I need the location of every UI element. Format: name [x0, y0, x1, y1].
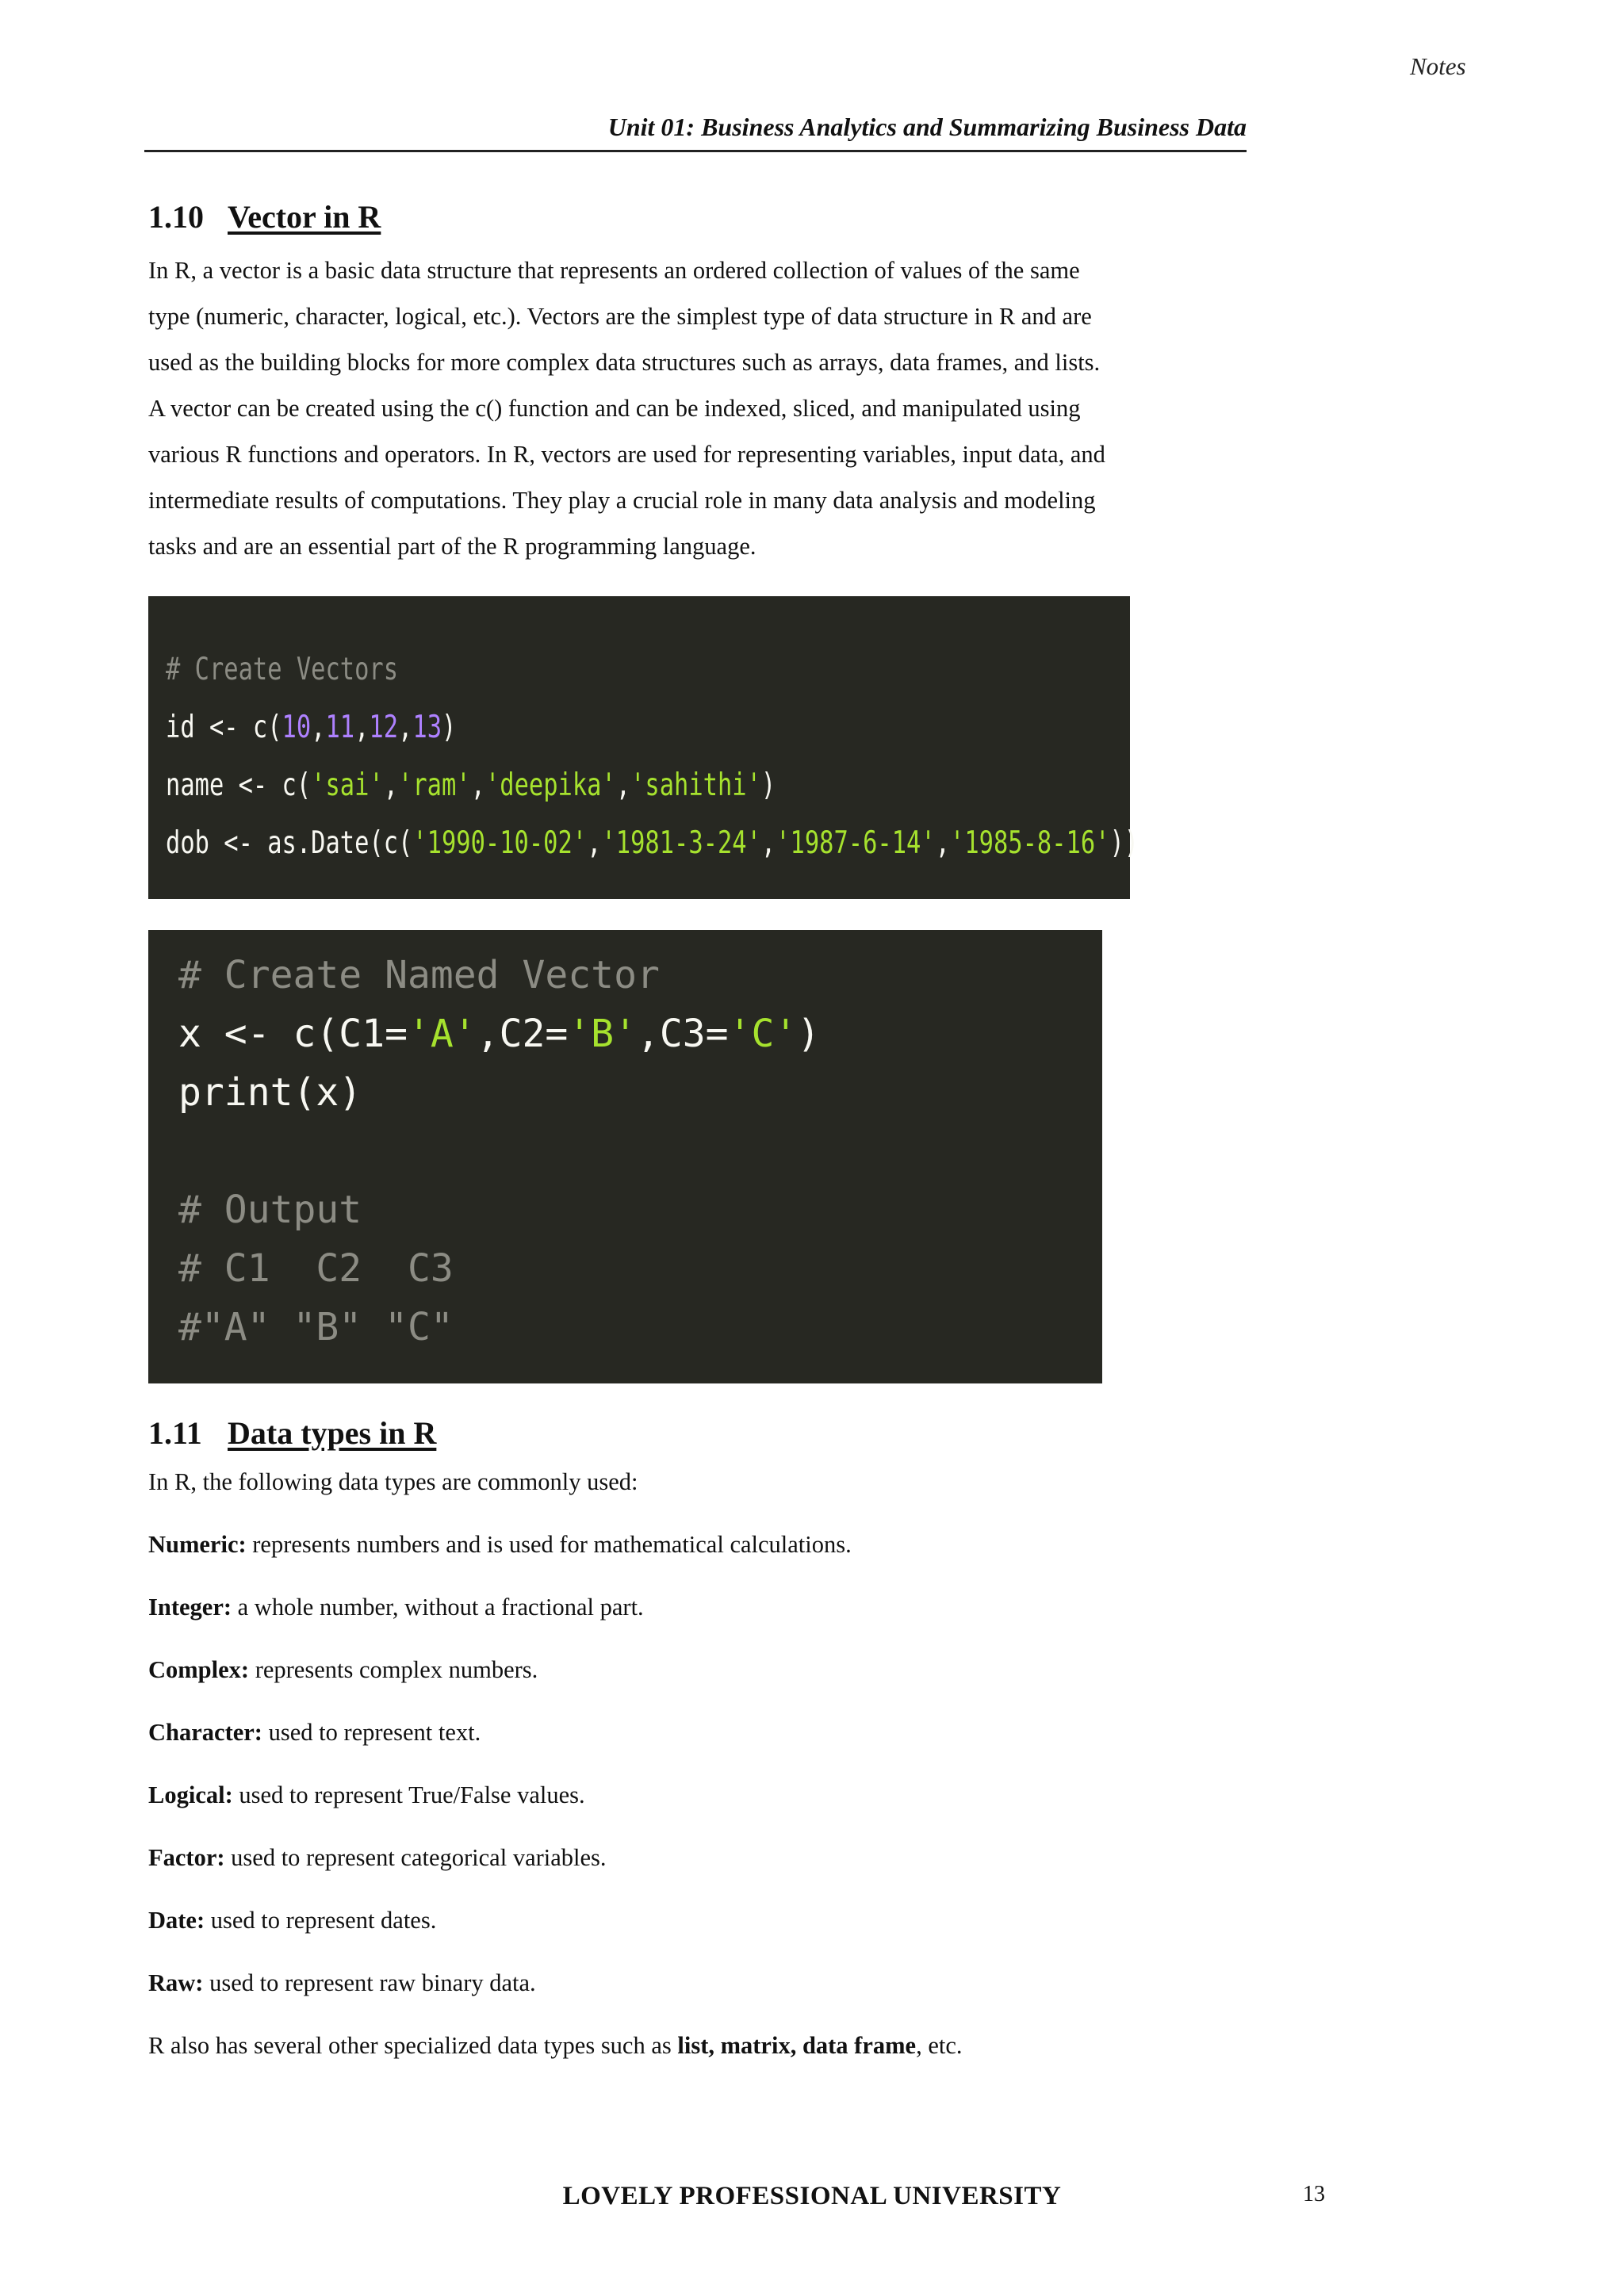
paragraph-line: tasks and are an essential part of the R programming language.: [148, 533, 756, 560]
vector-paragraph: [148, 247, 1241, 569]
data-type-item: Character: used to represent text.: [148, 1719, 481, 1746]
paragraph-line: A vector can be created using the c() function and can be indexed, sliced, and manipulated using: [148, 395, 1081, 422]
code-line-x: x <- c(C1='A',C2='B',C3='C'): [178, 1012, 821, 1056]
data-type-item: Factor: used to represent categorical variables.: [148, 1844, 607, 1871]
paragraph-line: In R, a vector is a basic data structure that represents an ordered collection of values of the same: [148, 257, 1080, 284]
data-type-item: Numeric: represents numbers and is used for mathematical calculations.: [148, 1531, 852, 1558]
footer-university: LOVELY PROFESSIONAL UNIVERSITY: [562, 2182, 1062, 2210]
section-number: 1.11: [148, 1415, 202, 1451]
section-heading-vector: [148, 198, 381, 235]
data-type-item: Raw: used to represent raw binary data.: [148, 1969, 536, 1996]
code-comment: # Create Named Vector: [178, 953, 660, 997]
code-blank-line: [178, 1122, 1102, 1181]
section-number: 1.10: [148, 199, 204, 235]
data-types-intro: In R, the following data types are commonly used:: [148, 1468, 638, 1495]
code-output-comment: # Output: [178, 1188, 362, 1232]
code-block-named-vector: [148, 930, 1102, 1383]
running-head: Unit 01: Business Analytics and Summarizing Business Data: [144, 113, 1247, 152]
data-type-item: Complex: represents complex numbers.: [148, 1656, 538, 1683]
code-line-id: id <- c(10,11,12,13): [166, 710, 457, 745]
data-type-item: Integer: a whole number, without a fractional part.: [148, 1594, 644, 1621]
data-type-item: Date: used to represent dates.: [148, 1907, 437, 1934]
data-type-item: Logical: used to represent True/False values.: [148, 1781, 585, 1808]
section-title: Vector in R: [228, 199, 381, 235]
code-line-dob: dob <- as.Date(c('1990-10-02','1981-3-24','1987-6-14','1985-8-16')): [166, 825, 1139, 861]
code-comment: # Create Vectors: [166, 652, 399, 687]
notes-label: Notes: [1410, 52, 1466, 80]
data-types-closing: R also has several other specialized data types such as list, matrix, data frame, etc.: [148, 2032, 963, 2059]
paragraph-line: type (numeric, character, logical, etc.). Vectors are the simplest type of data structure in R and are: [148, 303, 1092, 330]
paragraph-line: intermediate results of computations. They play a crucial role in many data analysis and modeling: [148, 487, 1096, 514]
paragraph-line: various R functions and operators. In R, vectors are used for representing variables, input data, and: [148, 441, 1105, 468]
section-title: Data types in R: [228, 1415, 437, 1451]
paragraph-line: used as the building blocks for more complex data structures such as arrays, data frames, and lists.: [148, 349, 1101, 376]
code-line-print: print(x): [178, 1070, 362, 1115]
code-line-name: name <- c('sai','ram','deepika','sahithi'): [166, 767, 776, 803]
code-output-names: # C1 C2 C3: [178, 1246, 454, 1291]
section-heading-data-types: [148, 1414, 436, 1452]
code-block-create-vectors: [148, 596, 1139, 899]
page-number: 13: [1303, 2182, 1325, 2206]
code-output-values: #"A" "B" "C": [178, 1305, 454, 1349]
